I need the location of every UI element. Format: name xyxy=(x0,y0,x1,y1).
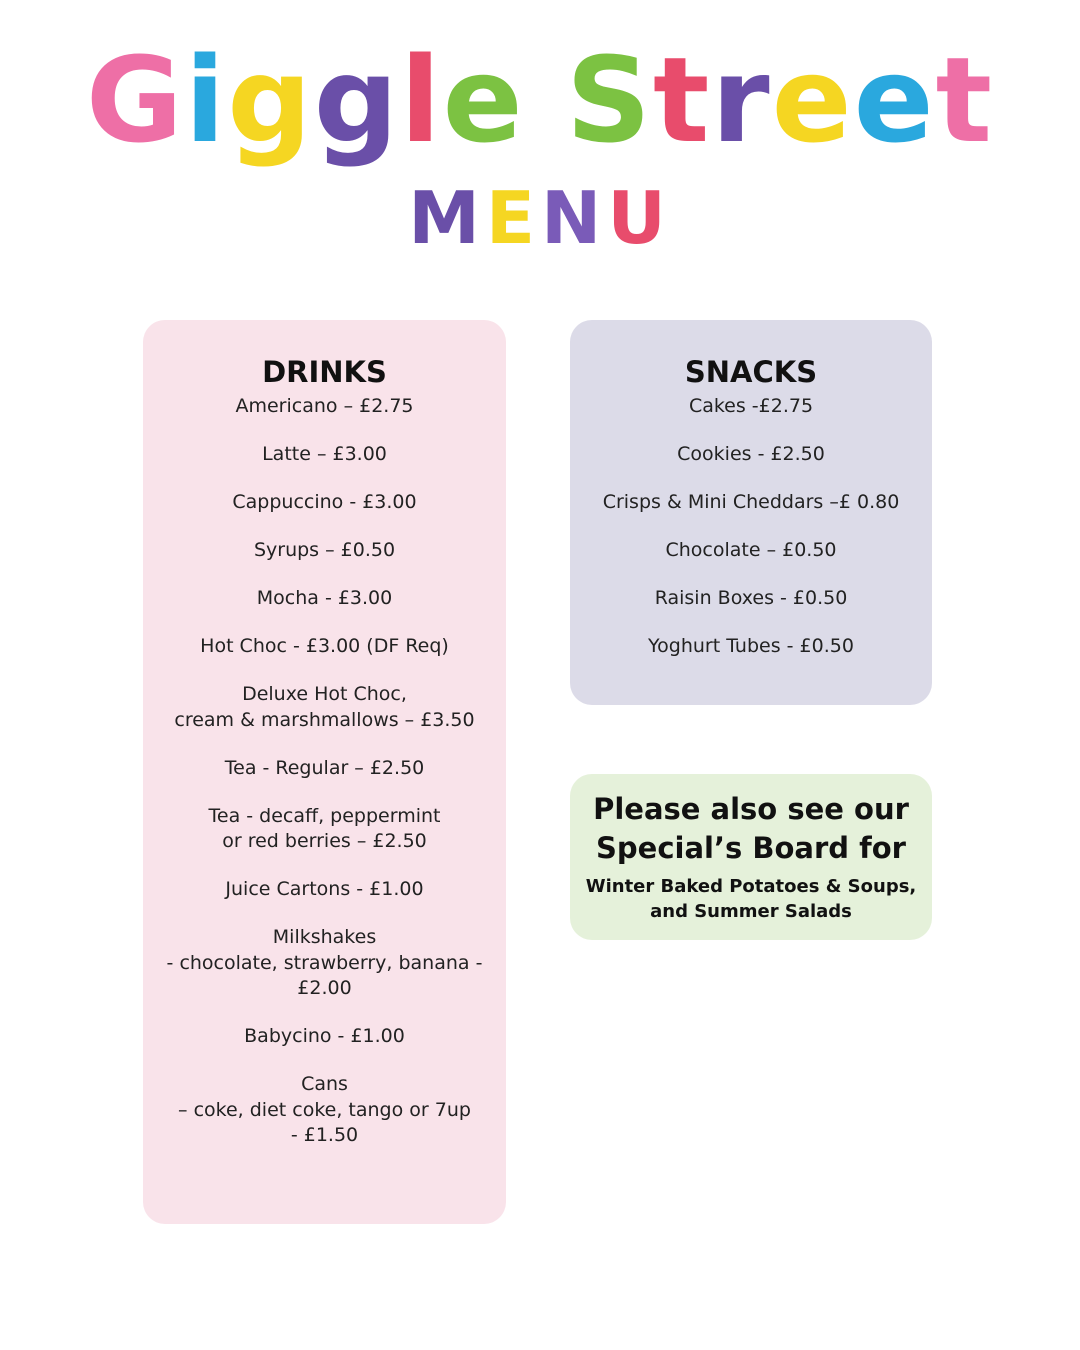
menu-item: Crisps & Mini Cheddars –£ 0.80 xyxy=(602,491,900,513)
specials-panel xyxy=(570,774,932,940)
menu-item: Yoghurt Tubes - £0.50 xyxy=(648,635,854,657)
drinks-title: DRINKS xyxy=(262,355,387,389)
logo-letter: r xyxy=(711,31,772,169)
snacks-title: SNACKS xyxy=(684,355,818,389)
menu-item: Milkshakes - chocolate, strawberry, banana - £2.00 xyxy=(166,926,483,999)
menu-item: Latte – £3.00 xyxy=(262,443,387,465)
logo-letter: t xyxy=(652,31,712,169)
menu-item: Americano – £2.75 xyxy=(235,395,414,417)
logo-letter: G xyxy=(85,31,185,169)
logo-letter: E xyxy=(485,176,542,260)
logo-letter: i xyxy=(184,31,228,169)
specials-heading: Please also see our Special’s Board for xyxy=(593,792,909,865)
menu-item: Chocolate – £0.50 xyxy=(665,539,837,561)
menu-item: Mocha - £3.00 xyxy=(256,587,393,609)
logo-letter: N xyxy=(541,176,608,260)
menu-item: Syrups – £0.50 xyxy=(253,539,396,561)
menu-item: Juice Cartons - £1.00 xyxy=(225,878,424,900)
menu-item: Babycino - £1.00 xyxy=(244,1025,405,1047)
logo-letter: M xyxy=(408,176,486,260)
menu-item: Deluxe Hot Choc, cream & marshmallows – £3.50 xyxy=(174,683,475,731)
logo-letter: U xyxy=(607,176,672,260)
menu-item: Cappuccino - £3.00 xyxy=(232,491,417,513)
menu-item: Raisin Boxes - £0.50 xyxy=(654,587,848,609)
logo-subtitle xyxy=(0,178,1080,258)
menu-item: Cans – coke, diet coke, tango or 7up - £1.50 xyxy=(178,1073,471,1146)
logo-letter: t xyxy=(935,31,995,169)
logo-letter: S xyxy=(565,31,653,169)
snacks-panel xyxy=(570,320,932,705)
menu-item: Hot Choc - £3.00 (DF Req) xyxy=(200,635,449,657)
menu-item: Cookies - £2.50 xyxy=(677,443,825,465)
menu-item: Tea - Regular – £2.50 xyxy=(224,756,425,779)
menu-item: Tea - decaff, peppermint or red berries – £2.50 xyxy=(208,804,441,852)
menu-item: Cakes -£2.75 xyxy=(688,395,814,417)
logo-letter: e xyxy=(771,31,854,169)
drinks-panel xyxy=(143,320,506,1224)
logo-letter: g xyxy=(313,31,401,169)
logo xyxy=(0,30,1080,258)
logo-letter: g xyxy=(227,31,314,169)
logo-title xyxy=(0,30,1080,170)
specials-note: Winter Baked Potatoes & Soups, and Summer Salads xyxy=(585,876,917,922)
logo-letter: e xyxy=(442,31,525,169)
logo-letter: e xyxy=(853,31,936,169)
snacks-list xyxy=(570,394,932,660)
logo-letter: l xyxy=(400,31,443,169)
drinks-list xyxy=(143,394,506,1149)
